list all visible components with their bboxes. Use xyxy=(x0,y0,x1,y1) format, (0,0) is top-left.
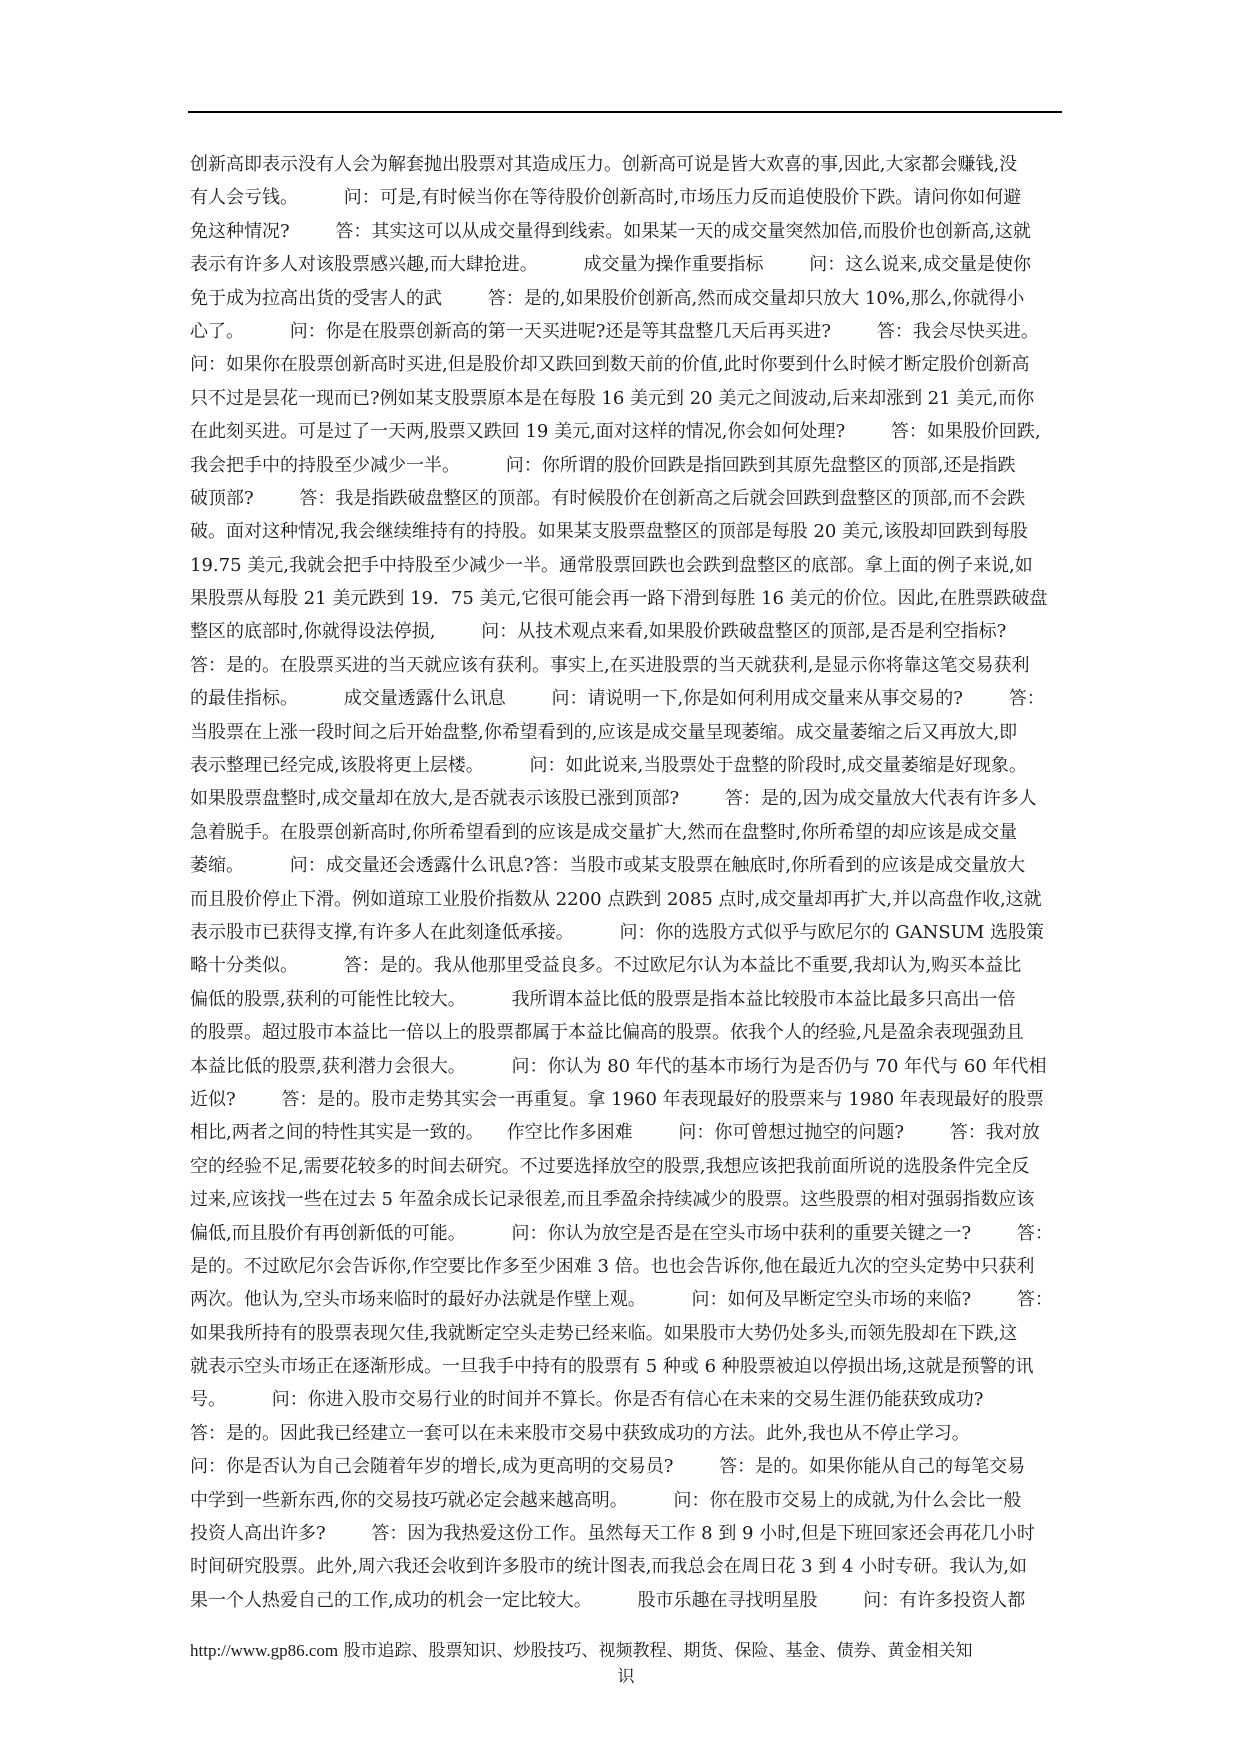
text-line: 本益比低的股票,获利潜力会很大。 问：你认为 80 年代的基本市场行为是否仍与 70 年代与 60 年代相 xyxy=(190,1055,1047,1077)
page-footer xyxy=(190,1638,1062,1690)
text-line: 免于成为拉高出货的受害人的武 答：是的,如果股价创新高,然而成交量却只放大 10%,那么,你就得小 xyxy=(190,287,1025,309)
text-line: 心了。 问：你是在股票创新高的第一天买进呢?还是等其盘整几天后再买进? 答：我会尽快买进。 xyxy=(190,320,1039,342)
header-rule xyxy=(188,111,1062,113)
text-line: 两次。他认为,空头市场来临时的最好办法就是作壁上观。 问：如何及早断定空头市场的来临? 答： xyxy=(190,1289,1053,1311)
text-line: 偏低的股票,获利的可能性比较大。 我所谓本益比低的股票是指本益比较股市本益比最多只高出一倍 xyxy=(190,988,1016,1010)
text-line: 创新高即表示没有人会为解套抛出股票对其造成压力。创新高可说是皆大欢喜的事,因此,大家都会赚钱,没 xyxy=(190,154,1018,175)
text-line: 有人会亏钱。 问：可是,有时候当你在等待股价创新高时,市场压力反而追使股价下跌。请问你如何避 xyxy=(190,187,1022,209)
text-line: 时间研究股票。此外,周六我还会收到许多股市的统计图表,而我总会在周日花 3 到 4 小时专研。我认为,如 xyxy=(190,1556,1027,1578)
text-line: 的最佳指标。 成交量透露什么讯息 问：请说明一下,你是如何利用成交量来从事交易的? 答： xyxy=(190,688,1045,710)
text-line: 果一个人热爱自己的工作,成功的机会一定比较大。 股市乐趣在寻找明星股 问：有许多投资人都 xyxy=(190,1589,1026,1611)
text-line: 破。面对这种情况,我会继续维持有的持股。如果某支股票盘整区的顶部是每股 20 美元,该股却回跌到每股 xyxy=(190,521,1028,543)
text-line: 当股票在上涨一段时间之后开始盘整,你希望看到的,应该是成交量呈现萎缩。成交量萎缩之后又再放大,即 xyxy=(190,721,1018,743)
text-line: 表示股市已获得支撑,有许多人在此刻逢低承接。 问：你的选股方式似乎与欧尼尔的 GANSUM 选股策 xyxy=(190,921,1044,943)
text-line: 免这种情况? 答：其实这可以从成交量得到线索。如果某一天的成交量突然加倍,而股价也创新高,这就 xyxy=(190,220,1031,242)
text-line: 19.75 美元,我就会把手中持股至少减少一半。通常股票回跌也会跌到盘整区的底部。拿上面的例子来说,如 xyxy=(190,554,1033,576)
text-line: 过来,应该找一些在过去 5 年盈余成长记录很差,而且季盈余持续减少的股票。这些股票的相对强弱指数应该 xyxy=(190,1189,1035,1211)
footer-text-continued: 识 xyxy=(617,1667,635,1687)
text-line: 果股票从每股 21 美元跌到 19．75 美元,它很可能会再一路下滑到每胜 16 美元的价位。因此,在胜票跌破盘 xyxy=(190,588,1048,610)
text-line: 破顶部? 答：我是指跌破盘整区的顶部。有时候股价在创新高之后就会回跌到盘整区的顶部,而不会跌 xyxy=(190,487,1026,509)
text-line: 近似? 答：是的。股市走势其实会一再重复。拿 1960 年表现最好的股票来与 1980 年表现最好的股票 xyxy=(190,1088,1044,1110)
document-body xyxy=(190,148,1062,1617)
text-line: 表示整理已经完成,该股将更上层楼。 问：如此说来,当股票处于盘整的阶段时,成交量萎缩是好现象。 xyxy=(190,755,1027,777)
text-line: 投资人高出许多? 答：因为我热爱这份工作。虽然每天工作 8 到 9 小时,但是下班回家还会再花几小时 xyxy=(190,1523,1035,1545)
text-line: 答：是的。因此我已经建立一套可以在未来股市交易中获致成功的方法。此外,我也从不停止学习。 xyxy=(190,1422,970,1444)
text-line: 只不过是昙花一现而已?例如某支股票原本是在每股 16 美元到 20 美元之间波动,后来却涨到 21 美元,而你 xyxy=(190,387,1035,409)
text-line: 号。 问：你进入股市交易行业的时间并不算长。你是否有信心在未来的交易生涯仍能获致成功? xyxy=(190,1389,984,1411)
text-line: 我会把手中的持股至少减少一半。 问：你所谓的股价回跌是指回跌到其原先盘整区的顶部,还是指跌 xyxy=(190,454,1016,476)
footer-text: 股市追踪、股票知识、炒股技巧、视频教程、期货、保险、基金、债券、黄金相关知 xyxy=(338,1641,973,1661)
text-line: 相比,两者之间的特性其实是一致的。 作空比作多困难 问：你可曾想过抛空的问题? 答：我对放 xyxy=(190,1122,1040,1144)
text-line: 整区的底部时,你就得设法停损, 问：从技术观点来看,如果股价跌破盘整区的顶部,是否是利空指标? xyxy=(190,621,1007,643)
text-line: 急着脱手。在股票创新高时,你所希望看到的应该是成交量扩大,然而在盘整时,你所希望的却应该是成交量 xyxy=(190,821,1018,843)
text-line: 是的。不过欧尼尔会告诉你,作空要比作多至少困难 3 倍。也也会告诉你,他在最近九次的空头定势中只获利 xyxy=(190,1255,1035,1277)
text-line: 而且股价停止下滑。例如道琼工业股价指数从 2200 点跌到 2085 点时,成交量却再扩大,并以高盘作收,这就 xyxy=(190,888,1042,910)
text-line: 就表示空头市场正在逐渐形成。一旦我手中持有的股票有 5 种或 6 种股票被迫以停损出场,这就是预警的讯 xyxy=(190,1356,1034,1378)
text-line: 中学到一些新东西,你的交易技巧就必定会越来越高明。 问：你在股市交易上的成就,为什么会比一般 xyxy=(190,1489,1022,1511)
footer-line xyxy=(190,1638,1062,1664)
text-line: 略十分类似。 答：是的。我从他那里受益良多。不过欧尼尔认为本益比不重要,我却认为,购买本益比 xyxy=(190,955,1022,977)
text-line: 如果我所持有的股票表现欠佳,我就断定空头走势已经来临。如果股市大势仍处多头,而领先股却在下跌,这 xyxy=(190,1322,1018,1344)
text-line: 答：是的。在股票买进的当天就应该有获利。事实上,在买进股票的当天就获利,是显示你将靠这笔交易获利 xyxy=(190,654,1030,676)
text-line: 偏低,而且股价有再创新低的可能。 问：你认为放空是否是在空头市场中获利的重要关键之一? 答： xyxy=(190,1222,1053,1244)
text-line: 如果股票盘整时,成交量却在放大,是否就表示该股已涨到顶部? 答：是的,因为成交量放大代表有许多人 xyxy=(190,788,1037,810)
text-line: 在此刻买进。可是过了一天两,股票又跌回 19 美元,面对这样的情况,你会如何处理? 答：如果股价回跌, xyxy=(190,421,1041,443)
text-line: 问：你是否认为自己会随着年岁的增长,成为更高明的交易员? 答：是的。如果你能从自己的每笔交易 xyxy=(190,1456,1026,1478)
text-line: 空的经验不足,需要花较多的时间去研究。不过要选择放空的股票,我想应该把我前面所说的选股条件完全反 xyxy=(190,1155,1030,1177)
text-line: 表示有许多人对该股票感兴趣,而大肆抢进。 成交量为操作重要指标 问：这么说来,成交量是使你 xyxy=(190,254,1031,276)
text-line: 问：如果你在股票创新高时买进,但是股价却又跌回到数天前的价值,此时你要到什么时候才断定股价创新高 xyxy=(190,354,1030,376)
footer-link[interactable]: http://www.gp86.com xyxy=(190,1641,339,1660)
text-line: 的股票。超过股市本益比一倍以上的股票都属于本益比偏高的股票。依我个人的经验,凡是盈余表现强劲且 xyxy=(190,1022,1024,1044)
text-line: 萎缩。 问：成交量还会透露什么讯息?答：当股市或某支股票在触底时,你所看到的应该是成交量放大 xyxy=(190,855,1026,877)
